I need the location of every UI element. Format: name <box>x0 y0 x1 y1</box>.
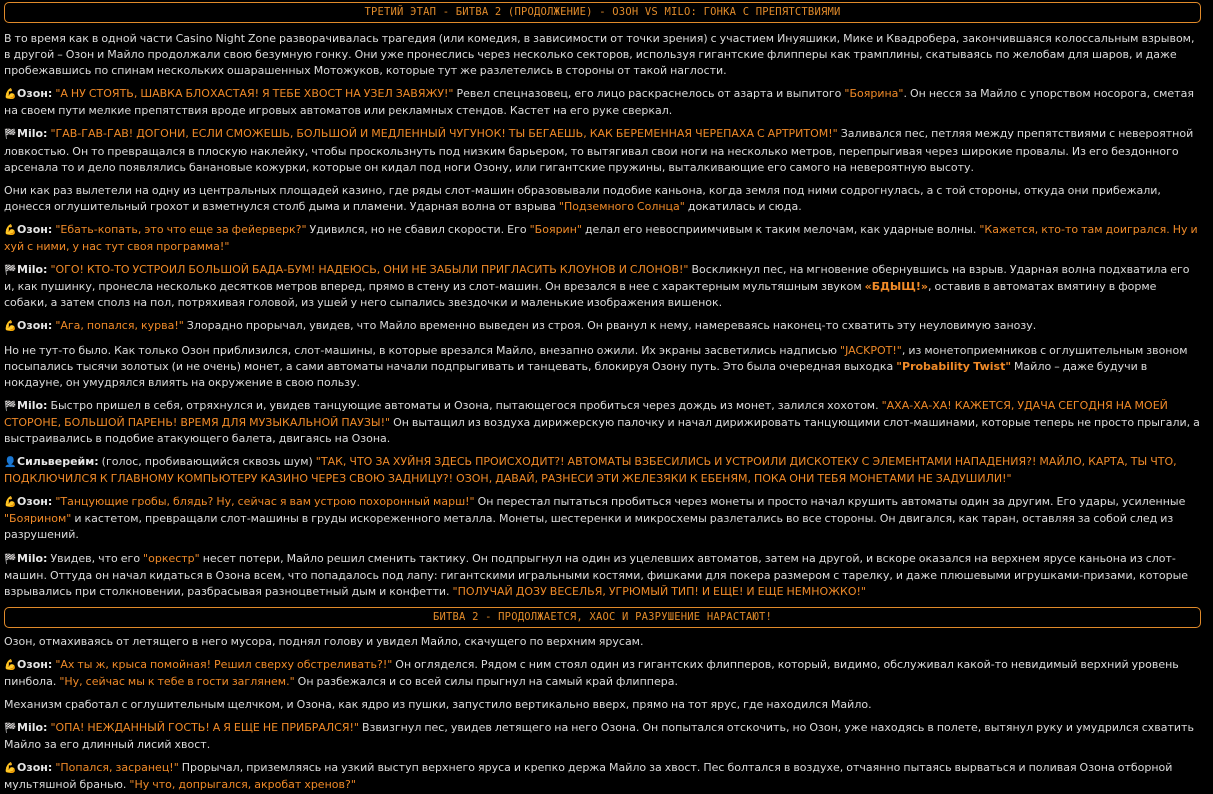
speaker-milo: Milo: <box>17 263 48 277</box>
section-title-banner <box>4 607 1201 628</box>
paragraph-intro: В то время как в одной части Casino Night Zone разворачивалась трагедия (или комедия, в зависимости от точки зрения) с участием Инуяшики, Мике и Квадробера, закончившаяся колоссальным взрывом, в другой – Озон и Майло продолжали свою безумную гонку. Они уже пронеслись через несколько секторов, используя гигантские флипперы как трамплины, скатываясь по желобам для шаров, и даже пробежавшись по спинам нескольких ошарашенных Мотожуков, которые тут же разлетелись в стороны от такой наглости. <box>4 32 1195 78</box>
flexed-biceps-icon: 💪 <box>4 763 17 775</box>
quote: "ОГО! КТО-ТО УСТРОИЛ БОЛЬШОЙ БАДА-БУМ! НАДЕЮСЬ, ОНИ НЕ ЗАБЫЛИ ПРИГЛАСИТЬ КЛОУНОВ И СЛОНОВ!" <box>50 263 689 277</box>
speaker-ozon: Озон: <box>17 495 53 509</box>
flexed-biceps-icon: 💪 <box>4 659 17 671</box>
quote: "Попался, засранец!" <box>55 761 179 775</box>
speaker-ozon: Озон: <box>17 87 53 101</box>
quote: "Ну, сейчас мы к тебе в гости заглянем." <box>59 675 295 688</box>
speaker-ozon: Озон: <box>17 319 53 333</box>
paragraph-s2-ozon-2: 💪Озон: "Попался, засранец!" Прорычал, приземляясь на узкий выступ верхнего яруса и крепко держа Майло за хвост. Пес болтался в воздухе, отчаянно пытаясь вырваться и поливая Озона отборной мультяшной бранью. "Ну что, допрыгался, акробат хренов?" <box>4 761 1173 792</box>
quote: "Кажется, кто-то там доигрался. Ну и хуй с ними, у нас тут своя программа!" <box>4 222 1198 254</box>
quote: "JACKPOT!" <box>840 343 902 357</box>
quote: "Ебать-копать, это что еще за фейерверк?" <box>55 222 307 236</box>
fox-flag-icon: 🏁 <box>4 553 17 565</box>
paragraph-s2-narration-1: Озон, отмахиваясь от летящего в него мусора, поднял голову и увидел Майло, скачущего по верхним ярусам. <box>4 634 644 648</box>
quote: "Подземного Солнца" <box>558 199 685 213</box>
speaker-milo: Milo: <box>17 721 48 735</box>
paragraph-silver: 👤Сильверейм: (голос, пробивающийся сквозь шум) "ТАК, ЧТО ЗА ХУЙНЯ ЗДЕСЬ ПРОИСХОДИТ?! АВТОМАТЫ ВЗБЕСИЛИСЬ И УСТРОИЛИ ДИСКОТЕКУ С ЭЛЕМЕНТАМИ НАПАДЕНИЯ?! МАЙЛО, КАРТА, ТЫ ЧТО, ПОДКЛЮЧИЛСЯ К ГЛАВНОМУ КОМПЬЮТЕРУ КАЗИНО ЧЕРЕЗ СВОЮ ЗАДНИЦУ?! ОЗОН, ДАВАЙ, РАЗНЕСИ ЭТИ ЖЕЛЕЗЯКИ К ЕБЕНЯМ, ПОКА ОНИ ТЕБЯ МОНЕТАМИ НЕ ЗАДУШИЛИ!" <box>4 455 1177 486</box>
paragraph-ozon-3: 💪Озон: "Ага, попался, курва!" Злорадно прорычал, увидев, что Майло временно выведен из строя. Он рванул к нему, намереваясь наконец-то схватить эту неуловимую занозу. <box>4 318 1201 335</box>
fox-flag-icon: 🏁 <box>4 129 17 141</box>
quote: "А НУ СТОЯТЬ, ШАВКА БЛОХАСТАЯ! Я ТЕБЕ ХВОСТ НА УЗЕЛ ЗАВЯЖУ!" <box>55 87 454 101</box>
paragraph-s2-milo-1: 🏁Milo: "ОПА! НЕЖДАННЫЙ ГОСТЬ! А Я ЕЩЕ НЕ ПРИБРАЛСЯ!" Взвизгнул пес, увидев летящего на него Озона. Он попытался отскочить, но Озон, уже находясь в полете, вытянул руку и умудрился схватить Майло за его длинный лисий хвост. <box>4 721 1194 752</box>
paragraph-ozon-1: 💪Озон: "А НУ СТОЯТЬ, ШАВКА БЛОХАСТАЯ! Я ТЕБЕ ХВОСТ НА УЗЕЛ ЗАВЯЖУ!" Ревел спецназовец, его лицо раскраснелось от азарта и выпитого "Боярина". Он несся за Майло с упорством носорога, сметая на своем пути мелкие препятствия вроде игровых автоматов или рекламных стендов. Кастет на его руке сверкал. <box>4 87 1194 118</box>
fox-flag-icon: 🏁 <box>4 400 17 412</box>
paragraph-s2-ozon-1: 💪Озон: "Ах ты ж, крыса помойная! Решил сверху обстреливать?!" Он огляделся. Рядом с ним стоял один из гигантских флипперов, который, видимо, обслуживал какой-то невидимый верхний уровень пинбола. "Ну, сейчас мы к тебе в гости заглянем." Он разбежался и со всей силы прыгнул на самый край флиппера. <box>4 657 1179 688</box>
flexed-biceps-icon: 💪 <box>4 89 17 101</box>
paragraph-narration-2: Но не тут-то было. Как только Озон приблизился, слот-машины, в которые врезался Майло, внезапно ожили. Их экраны засветились надписью "JACKPOT!", из монетоприемников с оглушительным звоном посыпались тысячи золотых (и не очень) монет, а сами автоматы начали подпрыгивать и танцевать, блокируя Озону путь. Это была очередная выходка "Probability Twist" Майло – даже будучи в нокдауне, он умудрялся влиять на окружение в свою пользу. <box>4 343 1188 389</box>
quote: "оркестр" <box>143 551 200 565</box>
speaker-milo: Milo: <box>17 127 48 141</box>
paragraph-milo-1: 🏁Milo: "ГАВ-ГАВ-ГАВ! ДОГОНИ, ЕСЛИ СМОЖЕШЬ, БОЛЬШОЙ И МЕДЛЕННЫЙ ЧУГУНОК! ТЫ БЕГАЕШЬ, КАК БЕРЕМЕННАЯ ЧЕРЕПАХА С АРТРИТОМ!" Заливался пес, петляя между препятствиями с невероятной ловкостью. Он то превращался в плоскую наклейку, чтобы проскользнуть под низким барьером, то вытягивал свои ноги на несколько метров, перепрыгивая через широкие провалы. Из его бездонного арсенала то и дело появлялись банановые кожурки, которые он кидал под ноги Озону, или гигантские пружины, выталкивающие его самого на невероятную высоту. <box>4 127 1194 174</box>
quote: "Танцующие гробы, блядь? Ну, сейчас я вам устрою похоронный марш!" <box>55 495 475 509</box>
paragraph-milo-2: 🏁Milo: "ОГО! КТО-ТО УСТРОИЛ БОЛЬШОЙ БАДА-БУМ! НАДЕЮСЬ, ОНИ НЕ ЗАБЫЛИ ПРИГЛАСИТЬ КЛОУНОВ И СЛОНОВ!" Воскликнул пес, на мгновение обернувшись на взрыв. Ударная волна подхватила его и, как пушинку, пронесла несколько десятков метров вперед, прямо в стену из слот-машин. Он врезался в нее с характерным мультяшным звуком «БДЫЩ!», оставив в автоматах вмятину в форме собаки, а затем сполз на пол, потряхивая головой, из ушей у него сыпались звездочки и маленькие изображения вишенок. <box>4 263 1190 310</box>
fox-flag-icon: 🏁 <box>4 265 17 277</box>
quote: "АХА-ХА-ХА! КАЖЕТСЯ, УДАЧА СЕГОДНЯ НА МОЕЙ СТОРОНЕ, БОЛЬШОЙ ПАРЕНЬ! ВРЕМЯ ДЛЯ МУЗЫКАЛЬНОЙ ПАУЗЫ!" <box>4 398 1168 429</box>
quote: "Боярин" <box>529 222 582 236</box>
quote: "Ну что, допрыгался, акробат хренов?" <box>129 778 356 792</box>
paragraph-ozon-4: 💪Озон: "Танцующие гробы, блядь? Ну, сейчас я вам устрою похоронный марш!" Он перестал пытаться пробиться через монеты и просто начал крушить автоматы один за другим. Его удары, усиленные "Боярином" и кастетом, превращали слот-машины в груды искореженного металла. Монеты, шестеренки и микросхемы разлетались во все стороны. Он двигался, как таран, оставляя за собой след из разрушений. <box>4 495 1186 542</box>
fox-flag-icon: 🏁 <box>4 723 17 735</box>
quote: "ГАВ-ГАВ-ГАВ! ДОГОНИ, ЕСЛИ СМОЖЕШЬ, БОЛЬШОЙ И МЕДЛЕННЫЙ ЧУГУНОК! ТЫ БЕГАЕШЬ, КАК БЕРЕМЕННАЯ ЧЕРЕПАХА С АРТРИТОМ!" <box>50 127 838 141</box>
paragraph-milo-3: 🏁Milo: Быстро пришел в себя, отряхнулся и, увидев танцующие автоматы и Озона, пытающегося пробиться через дождь из монет, залился хохотом. "АХА-ХА-ХА! КАЖЕТСЯ, УДАЧА СЕГОДНЯ НА МОЕЙ СТОРОНЕ, БОЛЬШОЙ ПАРЕНЬ! ВРЕМЯ ДЛЯ МУЗЫКАЛЬНОЙ ПАУЗЫ!" Он вытащил из воздуха дирижерскую палочку и начал дирижировать танцующими слот-машинами, которые теперь не просто прыгали, а выстраивались в подобие атакующего балета, двигаясь на Озона. <box>4 398 1200 445</box>
speaker-ozon: Озон: <box>17 761 53 775</box>
quote: "Боярином" <box>4 512 72 526</box>
paragraph-narration-1: Они как раз вылетели на одну из центральных площадей казино, где ряды слот-машин образовывали подобие каньона, когда земля под ними содрогнулась, а с той стороны, откуда они прибежали, донесся оглушительный грохот и взметнулся столб дыма и пламени. Ударная волна от взрыва "Подземного Солнца" докатилась и сюда. <box>4 183 1161 213</box>
speaker-ozon: Озон: <box>17 222 53 236</box>
flexed-biceps-icon: 💪 <box>4 224 17 236</box>
stage-title: ТРЕТИЙ ЭТАП - БИТВА 2 (ПРОДОЛЖЕНИЕ) - ОЗОН VS MILO: ГОНКА С ПРЕПЯТСТВИЯМИ <box>364 6 841 19</box>
quote: "ОПА! НЕЖДАННЫЙ ГОСТЬ! А Я ЕЩЕ НЕ ПРИБРАЛСЯ!" <box>50 721 359 735</box>
quote: "Ага, попался, курва!" <box>55 319 184 333</box>
bust-silhouette-icon: 👤 <box>4 457 17 469</box>
quote: "ПОЛУЧАЙ ДОЗУ ВЕСЕЛЬЯ, УГРЮМЫЙ ТИП! И ЕЩЕ! И ЕЩЕ НЕМНОЖКО!" <box>452 584 866 598</box>
speaker-milo: Milo: <box>17 551 48 565</box>
speaker-ozon: Озон: <box>17 657 53 671</box>
section-title: БИТВА 2 - ПРОДОЛЖАЕТСЯ, ХАОС И РАЗРУШЕНИЕ НАРАСТАЮТ! <box>432 611 773 624</box>
flexed-biceps-icon: 💪 <box>4 497 17 509</box>
speaker-silver: Сильверейм: <box>17 455 99 469</box>
paragraph-milo-4: 🏁Milo: Увидев, что его "оркестр" несет потери, Майло решил сменить тактику. Он подпрыгнул на один из уцелевших автоматов, затем на другой, и вскоре оказался на верхнем ярусе каньона из слот-машин. Оттуда он начал кидаться в Озона всем, что попадалось под лапу: гигантскими игральными костями, фишками для покера размером с тарелку, и даже плюшевыми игрушками-призами, которые взрывались при столкновении, разбрасывая разноцветный дым и конфетти. "ПОЛУЧАЙ ДОЗУ ВЕСЕЛЬЯ, УГРЮМЫЙ ТИП! И ЕЩЕ! И ЕЩЕ НЕМНОЖКО!" <box>4 551 1189 598</box>
flexed-biceps-icon: 💪 <box>4 321 17 333</box>
quote: "Ах ты ж, крыса помойная! Решил сверху обстреливать?!" <box>55 657 393 671</box>
quote: "Боярина" <box>844 87 904 101</box>
highlight: «БДЫЩ!» <box>864 280 929 294</box>
quote: "ТАК, ЧТО ЗА ХУЙНЯ ЗДЕСЬ ПРОИСХОДИТ?! АВТОМАТЫ ВЗБЕСИЛИСЬ И УСТРОИЛИ ДИСКОТЕКУ С ЭЛЕМЕНТАМИ НАПАДЕНИЯ?! МАЙЛО, КАРТА, ТЫ ЧТО, ПОДКЛЮЧИЛСЯ К ГЛАВНОМУ КОМПЬЮТЕРУ КАЗИНО ЧЕРЕЗ СВОЮ ЗАДНИЦУ?! ОЗОН, ДАВАЙ, РАЗНЕСИ ЭТИ ЖЕЛЕЗЯКИ К ЕБЕНЯМ, ПОКА ОНИ ТЕБЯ МОНЕТАМИ НЕ ЗАДУШИЛИ!" <box>4 455 1177 486</box>
stage-title-banner <box>4 2 1201 23</box>
story-page <box>0 2 1213 792</box>
paragraph-ozon-2: 💪Озон: "Ебать-копать, это что еще за фейерверк?" Удивился, но не сбавил скорости. Его "Боярин" делал его невосприимчивым к таким мелочам, как ударные волны. "Кажется, кто-то там доигрался. Ну и хуй с ними, у нас тут своя программа!" <box>4 222 1198 254</box>
paragraph-s2-narration-2: Механизм сработал с оглушительным щелчком, и Озона, как ядро из пушки, запустило вертикально вверх, прямо на тот ярус, где находился Майло. <box>4 698 872 712</box>
speaker-milo: Milo: <box>17 398 48 412</box>
highlight: "Probability Twist" <box>896 359 1012 373</box>
